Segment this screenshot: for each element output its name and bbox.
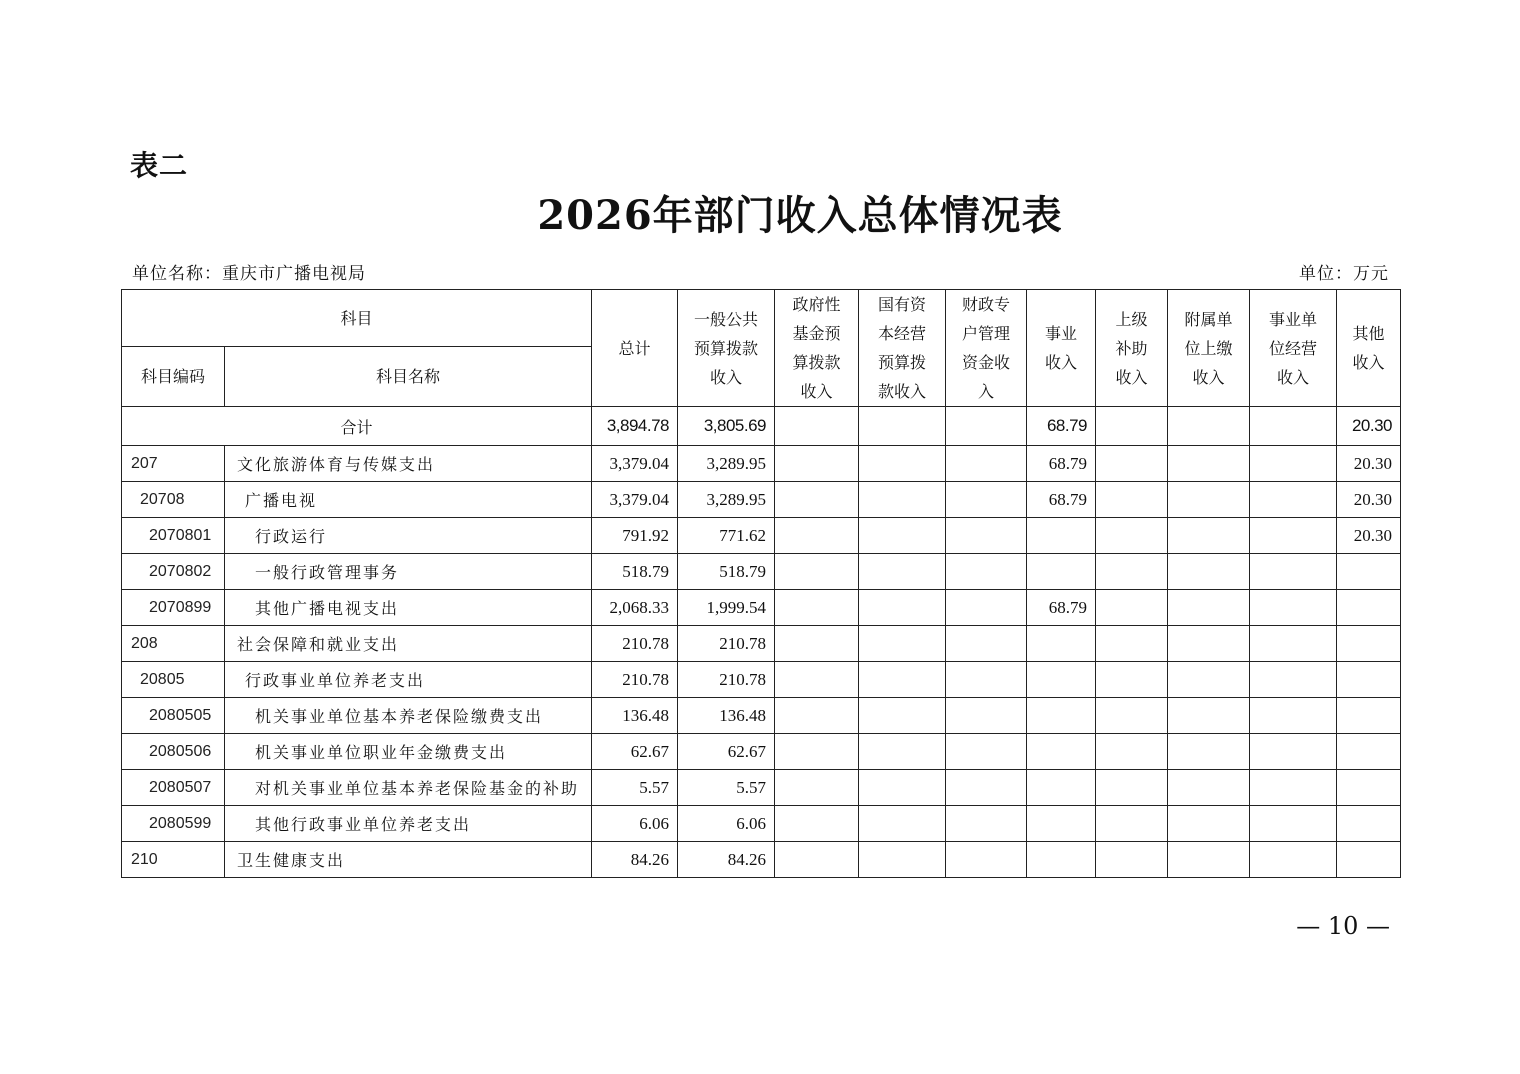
unit-name: 单位名称：重庆市广播电视局 <box>132 264 366 284</box>
cell-business <box>1027 626 1096 662</box>
header-gov-fund: 政府性 基金预 算拨款 收入 <box>775 290 859 407</box>
cell-code: 20805 <box>122 662 225 698</box>
cell-fiscal-special <box>946 554 1027 590</box>
cell-general: 210.78 <box>678 662 775 698</box>
cell-operating <box>1250 590 1337 626</box>
cell-superior <box>1096 446 1168 482</box>
cell-general: 5.57 <box>678 770 775 806</box>
cell-state-capital <box>859 590 946 626</box>
header-general-budget: 一般公共 预算拨款 收入 <box>678 290 775 407</box>
cell-other <box>1337 554 1401 590</box>
cell-gov-fund <box>775 698 859 734</box>
total-row <box>122 407 1401 446</box>
cell-other: 20.30 <box>1337 407 1401 446</box>
cell-superior <box>1096 770 1168 806</box>
cell-business <box>1027 734 1096 770</box>
cell-operating <box>1250 662 1337 698</box>
cell-state-capital <box>859 662 946 698</box>
cell-name: 其他广播电视支出 <box>225 590 592 626</box>
cell-affiliated <box>1168 626 1250 662</box>
header-fiscal-special: 财政专 户管理 资金收 入 <box>946 290 1027 407</box>
cell-state-capital <box>859 698 946 734</box>
cell-superior <box>1096 842 1168 878</box>
cell-total: 5.57 <box>592 770 678 806</box>
cell-code: 2070802 <box>122 554 225 590</box>
cell-total: 210.78 <box>592 626 678 662</box>
cell-other: 20.30 <box>1337 446 1401 482</box>
cell-general: 3,289.95 <box>678 446 775 482</box>
cell-gov-fund <box>775 626 859 662</box>
cell-affiliated <box>1168 806 1250 842</box>
cell-operating <box>1250 698 1337 734</box>
header-affiliated: 附属单 位上缴 收入 <box>1168 290 1250 407</box>
cell-superior <box>1096 662 1168 698</box>
table-row <box>122 518 1401 554</box>
cell-operating <box>1250 806 1337 842</box>
cell-general: 3,805.69 <box>678 407 775 446</box>
cell-code: 210 <box>122 842 225 878</box>
cell-total: 2,068.33 <box>592 590 678 626</box>
cell-code: 208 <box>122 626 225 662</box>
cell-gov-fund <box>775 842 859 878</box>
cell-business <box>1027 806 1096 842</box>
table-row <box>122 626 1401 662</box>
cell-gov-fund <box>775 662 859 698</box>
cell-business <box>1027 518 1096 554</box>
cell-total: 62.67 <box>592 734 678 770</box>
table-row <box>122 482 1401 518</box>
cell-fiscal-special <box>946 407 1027 446</box>
cell-gov-fund <box>775 482 859 518</box>
cell-name: 行政运行 <box>225 518 592 554</box>
table-row <box>122 770 1401 806</box>
cell-superior <box>1096 482 1168 518</box>
cell-business <box>1027 554 1096 590</box>
header-total: 总计 <box>592 290 678 407</box>
cell-total: 791.92 <box>592 518 678 554</box>
cell-state-capital <box>859 446 946 482</box>
cell-fiscal-special <box>946 482 1027 518</box>
header-name: 科目名称 <box>225 347 592 407</box>
cell-fiscal-special <box>946 590 1027 626</box>
header-other: 其他 收入 <box>1337 290 1401 407</box>
header-operating: 事业单 位经营 收入 <box>1250 290 1337 407</box>
cell-fiscal-special <box>946 662 1027 698</box>
cell-code: 2080507 <box>122 770 225 806</box>
table-row <box>122 662 1401 698</box>
cell-total: 84.26 <box>592 842 678 878</box>
cell-state-capital <box>859 482 946 518</box>
cell-business: 68.79 <box>1027 446 1096 482</box>
cell-business: 68.79 <box>1027 590 1096 626</box>
cell-name: 行政事业单位养老支出 <box>225 662 592 698</box>
cell-affiliated <box>1168 407 1250 446</box>
cell-business <box>1027 698 1096 734</box>
cell-total: 3,894.78 <box>592 407 678 446</box>
cell-other <box>1337 590 1401 626</box>
table-row <box>122 554 1401 590</box>
cell-code: 207 <box>122 446 225 482</box>
cell-operating <box>1250 482 1337 518</box>
cell-affiliated <box>1168 590 1250 626</box>
cell-business <box>1027 662 1096 698</box>
table-row <box>122 806 1401 842</box>
cell-state-capital <box>859 554 946 590</box>
cell-general: 62.67 <box>678 734 775 770</box>
cell-affiliated <box>1168 698 1250 734</box>
cell-operating <box>1250 626 1337 662</box>
cell-operating <box>1250 518 1337 554</box>
cell-operating <box>1250 770 1337 806</box>
total-label: 合计 <box>122 407 592 446</box>
cell-fiscal-special <box>946 734 1027 770</box>
cell-superior <box>1096 554 1168 590</box>
cell-fiscal-special <box>946 842 1027 878</box>
cell-affiliated <box>1168 842 1250 878</box>
page-title: 2026年部门收入总体情况表 <box>537 192 1063 239</box>
cell-gov-fund <box>775 590 859 626</box>
cell-state-capital <box>859 407 946 446</box>
cell-affiliated <box>1168 446 1250 482</box>
cell-general: 136.48 <box>678 698 775 734</box>
cell-general: 1,999.54 <box>678 590 775 626</box>
cell-operating <box>1250 407 1337 446</box>
cell-state-capital <box>859 734 946 770</box>
cell-name: 其他行政事业单位养老支出 <box>225 806 592 842</box>
cell-other: 20.30 <box>1337 482 1401 518</box>
cell-affiliated <box>1168 662 1250 698</box>
cell-code: 2080506 <box>122 734 225 770</box>
cell-superior <box>1096 590 1168 626</box>
cell-state-capital <box>859 806 946 842</box>
cell-fiscal-special <box>946 626 1027 662</box>
cell-fiscal-special <box>946 806 1027 842</box>
cell-code: 2070899 <box>122 590 225 626</box>
cell-gov-fund <box>775 806 859 842</box>
cell-other <box>1337 626 1401 662</box>
cell-other <box>1337 770 1401 806</box>
table-row <box>122 734 1401 770</box>
cell-general: 518.79 <box>678 554 775 590</box>
cell-affiliated <box>1168 518 1250 554</box>
unit-label: 单位：万元 <box>1299 264 1389 284</box>
cell-general: 771.62 <box>678 518 775 554</box>
cell-fiscal-special <box>946 446 1027 482</box>
header-code: 科目编码 <box>122 347 225 407</box>
cell-business <box>1027 770 1096 806</box>
cell-superior <box>1096 698 1168 734</box>
cell-general: 84.26 <box>678 842 775 878</box>
cell-other <box>1337 662 1401 698</box>
cell-business: 68.79 <box>1027 482 1096 518</box>
cell-business <box>1027 842 1096 878</box>
cell-superior <box>1096 626 1168 662</box>
cell-total: 3,379.04 <box>592 482 678 518</box>
cell-business: 68.79 <box>1027 407 1096 446</box>
cell-name: 机关事业单位基本养老保险缴费支出 <box>225 698 592 734</box>
cell-gov-fund <box>775 734 859 770</box>
cell-superior <box>1096 518 1168 554</box>
cell-operating <box>1250 734 1337 770</box>
cell-superior <box>1096 407 1168 446</box>
cell-operating <box>1250 554 1337 590</box>
cell-total: 6.06 <box>592 806 678 842</box>
page-number: — 10 — <box>1296 912 1390 940</box>
income-table <box>121 289 1401 878</box>
table-row <box>122 842 1401 878</box>
cell-affiliated <box>1168 482 1250 518</box>
cell-total: 3,379.04 <box>592 446 678 482</box>
cell-gov-fund <box>775 407 859 446</box>
cell-fiscal-special <box>946 698 1027 734</box>
cell-code: 2080505 <box>122 698 225 734</box>
header-subject: 科目 <box>122 290 592 347</box>
cell-total: 136.48 <box>592 698 678 734</box>
cell-name: 机关事业单位职业年金缴费支出 <box>225 734 592 770</box>
cell-operating <box>1250 446 1337 482</box>
cell-name: 一般行政管理事务 <box>225 554 592 590</box>
cell-state-capital <box>859 518 946 554</box>
table-label: 表二 <box>130 149 189 182</box>
cell-state-capital <box>859 626 946 662</box>
cell-superior <box>1096 806 1168 842</box>
cell-fiscal-special <box>946 518 1027 554</box>
cell-general: 6.06 <box>678 806 775 842</box>
table-row <box>122 698 1401 734</box>
cell-state-capital <box>859 842 946 878</box>
cell-affiliated <box>1168 770 1250 806</box>
cell-other <box>1337 734 1401 770</box>
header-business-income: 事业 收入 <box>1027 290 1096 407</box>
cell-name: 广播电视 <box>225 482 592 518</box>
cell-operating <box>1250 842 1337 878</box>
header-superior-subsidy: 上级 补助 收入 <box>1096 290 1168 407</box>
cell-other <box>1337 698 1401 734</box>
cell-other: 20.30 <box>1337 518 1401 554</box>
cell-total: 210.78 <box>592 662 678 698</box>
cell-other <box>1337 806 1401 842</box>
cell-code: 2080599 <box>122 806 225 842</box>
cell-superior <box>1096 734 1168 770</box>
cell-gov-fund <box>775 770 859 806</box>
table-row <box>122 446 1401 482</box>
cell-name: 文化旅游体育与传媒支出 <box>225 446 592 482</box>
cell-name: 卫生健康支出 <box>225 842 592 878</box>
cell-affiliated <box>1168 734 1250 770</box>
cell-general: 210.78 <box>678 626 775 662</box>
cell-fiscal-special <box>946 770 1027 806</box>
cell-name: 对机关事业单位基本养老保险基金的补助 <box>225 770 592 806</box>
cell-gov-fund <box>775 446 859 482</box>
table-row <box>122 590 1401 626</box>
header-state-capital: 国有资 本经营 预算拨 款收入 <box>859 290 946 407</box>
cell-general: 3,289.95 <box>678 482 775 518</box>
cell-name: 社会保障和就业支出 <box>225 626 592 662</box>
cell-other <box>1337 842 1401 878</box>
cell-gov-fund <box>775 554 859 590</box>
cell-total: 518.79 <box>592 554 678 590</box>
cell-affiliated <box>1168 554 1250 590</box>
cell-code: 2070801 <box>122 518 225 554</box>
cell-code: 20708 <box>122 482 225 518</box>
cell-gov-fund <box>775 518 859 554</box>
cell-state-capital <box>859 770 946 806</box>
